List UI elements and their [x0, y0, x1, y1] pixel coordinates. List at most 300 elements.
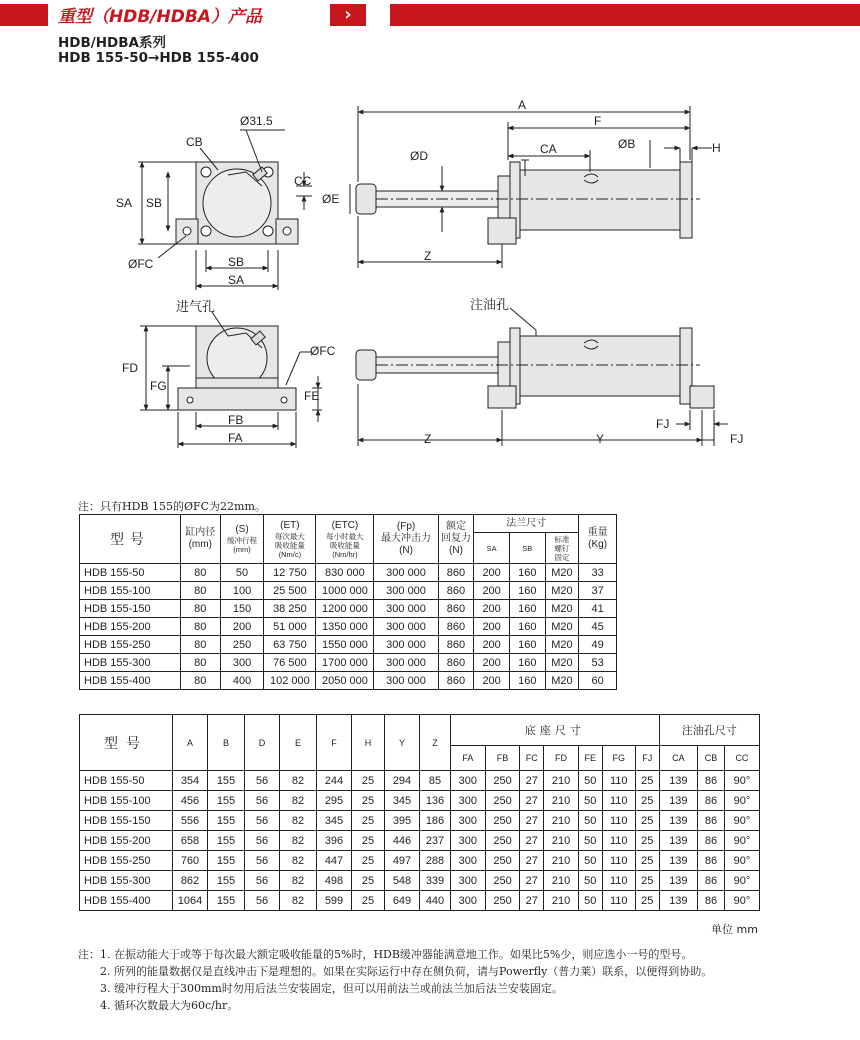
dim-ca: CA	[540, 142, 557, 156]
value-cell: 25 500	[264, 582, 316, 600]
dim-fb: FB	[228, 413, 244, 427]
value-cell: 150	[220, 600, 264, 618]
value-cell: 200	[474, 672, 510, 690]
value-cell: M20	[545, 600, 579, 618]
value-cell: 860	[438, 600, 474, 618]
table-row	[80, 891, 760, 911]
value-cell: 200	[474, 636, 510, 654]
t1-header-flange: 法兰尺寸	[474, 515, 579, 533]
value-cell: 354	[173, 771, 208, 791]
value-cell: 210	[544, 811, 579, 831]
model-cell: HDB 155-100	[80, 791, 173, 811]
dim-sa-vertical: SA	[116, 196, 133, 210]
table-row	[80, 582, 617, 600]
dim-phi-fc: ØFC	[128, 257, 154, 271]
value-cell: 86	[698, 891, 725, 911]
value-cell: 396	[317, 831, 352, 851]
value-cell: 400	[220, 672, 264, 690]
value-cell: 160	[509, 564, 545, 582]
value-cell: 25	[352, 811, 385, 831]
value-cell: 25	[635, 851, 659, 871]
oil-port-label: 注油孔	[470, 297, 510, 312]
value-cell: 160	[509, 672, 545, 690]
t1-header-fp: 最大冲击力 (N)	[381, 533, 432, 556]
value-cell: 80	[180, 582, 220, 600]
model-cell: HDB 155-150	[80, 600, 181, 618]
value-cell: 80	[180, 564, 220, 582]
value-cell: 250	[220, 636, 264, 654]
value-cell: 102 000	[264, 672, 316, 690]
value-cell: 110	[602, 771, 635, 791]
value-cell: 300 000	[374, 582, 438, 600]
model-cell: HDB 155-250	[80, 851, 173, 871]
dim-sb: SB	[228, 255, 245, 269]
value-cell: 210	[544, 771, 579, 791]
value-cell: 27	[520, 851, 544, 871]
t1-header-etc-code: (ETC)	[331, 519, 359, 531]
dim-h: H	[712, 141, 721, 155]
model-cell: HDB 155-150	[80, 811, 173, 831]
value-cell: 56	[245, 871, 280, 891]
value-cell: 160	[509, 636, 545, 654]
value-cell: 1550 000	[316, 636, 374, 654]
value-cell: 86	[698, 831, 725, 851]
value-cell: 760	[173, 851, 208, 871]
model-cell: HDB 155-100	[80, 582, 181, 600]
table-row	[80, 654, 617, 672]
value-cell: 25	[352, 891, 385, 911]
value-cell: 200	[474, 600, 510, 618]
value-cell: 86	[698, 871, 725, 891]
value-cell: 86	[698, 851, 725, 871]
value-cell: 155	[208, 791, 245, 811]
t1-header-sb: SB	[509, 533, 545, 564]
value-cell: 110	[602, 891, 635, 911]
value-cell: 300 000	[374, 564, 438, 582]
value-cell: 244	[317, 771, 352, 791]
dim-phi-d: ØD	[410, 149, 428, 163]
t2-header-model: 型号	[80, 715, 173, 771]
t2-header-e: E	[280, 715, 317, 771]
value-cell: 53	[579, 654, 617, 672]
value-cell: 860	[438, 564, 474, 582]
value-cell: 37	[579, 582, 617, 600]
value-cell: 25	[352, 851, 385, 871]
value-cell: 440	[420, 891, 451, 911]
footnote-3: 3. 缓冲行程大于300mm时勿用后法兰安装固定，但可以用前法兰或前法兰加后法兰安装固定。	[100, 982, 563, 995]
dim-sa: SA	[228, 273, 245, 287]
value-cell: 155	[208, 891, 245, 911]
model-cell: HDB 155-200	[80, 831, 173, 851]
value-cell: 658	[173, 831, 208, 851]
value-cell: 139	[659, 891, 697, 911]
value-cell: 210	[544, 791, 579, 811]
t2-header-fj: FJ	[635, 746, 659, 771]
value-cell: 860	[438, 672, 474, 690]
t2-header-fb: FB	[485, 746, 520, 771]
value-cell: 82	[280, 771, 317, 791]
t2-header-f: F	[317, 715, 352, 771]
value-cell: 110	[602, 791, 635, 811]
value-cell: 110	[602, 871, 635, 891]
footnote-2: 2. 所列的能量数据仅是直线冲击下是理想的。如果在实际运行中存在侧负荷，请与Powerfly（普力莱）联系，以便得到协助。	[100, 965, 713, 978]
t2-header-fe: FE	[578, 746, 602, 771]
table-row	[80, 672, 617, 690]
value-cell: 82	[280, 811, 317, 831]
value-cell: 300 000	[374, 672, 438, 690]
value-cell: 250	[485, 791, 520, 811]
model-range: HDB 155-50→HDB 155-400	[58, 50, 259, 66]
dim-phi-e: ØE	[322, 192, 340, 206]
value-cell: 300 000	[374, 600, 438, 618]
value-cell: 860	[438, 654, 474, 672]
dim-fe: FE	[304, 389, 320, 403]
model-cell: HDB 155-50	[80, 564, 181, 582]
table-row	[80, 618, 617, 636]
inlet-label: 进气孔	[176, 299, 216, 314]
value-cell: 86	[698, 791, 725, 811]
value-cell: 56	[245, 771, 280, 791]
value-cell: 830 000	[316, 564, 374, 582]
value-cell: 51 000	[264, 618, 316, 636]
dim-cc: CC	[294, 174, 312, 188]
value-cell: 50	[220, 564, 264, 582]
chevron-right-icon: ›	[330, 4, 366, 26]
value-cell: 25	[635, 771, 659, 791]
value-cell: 160	[509, 654, 545, 672]
value-cell: 25	[635, 871, 659, 891]
table-row	[80, 564, 617, 582]
dim-fd: FD	[122, 361, 138, 375]
dim-phi31-5: Ø31.5	[240, 114, 273, 128]
value-cell: 90°	[724, 811, 759, 831]
value-cell: 250	[485, 831, 520, 851]
table-row	[80, 771, 760, 791]
value-cell: 90°	[724, 871, 759, 891]
value-cell: 82	[280, 791, 317, 811]
value-cell: 155	[208, 811, 245, 831]
value-cell: 80	[180, 654, 220, 672]
model-cell: HDB 155-400	[80, 891, 173, 911]
value-cell: 200	[474, 582, 510, 600]
value-cell: 139	[659, 791, 697, 811]
value-cell: 345	[385, 791, 420, 811]
dim-cb: CB	[186, 135, 203, 149]
table-row	[80, 851, 760, 871]
dim-sb-vertical: SB	[146, 196, 163, 210]
dim-phi-fc-base: ØFC	[310, 344, 336, 358]
value-cell: 80	[180, 636, 220, 654]
table-row	[80, 871, 760, 891]
value-cell: 90°	[724, 851, 759, 871]
value-cell: 50	[578, 831, 602, 851]
value-cell: 90°	[724, 771, 759, 791]
value-cell: 649	[385, 891, 420, 911]
value-cell: 139	[659, 771, 697, 791]
value-cell: 1700 000	[316, 654, 374, 672]
value-cell: 25	[352, 791, 385, 811]
value-cell: 25	[352, 871, 385, 891]
value-cell: 200	[220, 618, 264, 636]
dim-fg: FG	[150, 379, 167, 393]
value-cell: 80	[180, 672, 220, 690]
value-cell: M20	[545, 654, 579, 672]
value-cell: 27	[520, 871, 544, 891]
unit-label: 单位 mm	[711, 923, 758, 936]
value-cell: 139	[659, 811, 697, 831]
model-cell: HDB 155-400	[80, 672, 181, 690]
dim-fj-right: FJ	[730, 432, 744, 446]
value-cell: 250	[485, 891, 520, 911]
t2-header-fg: FG	[602, 746, 635, 771]
table-row	[80, 791, 760, 811]
value-cell: M20	[545, 672, 579, 690]
value-cell: 498	[317, 871, 352, 891]
t2-header-a: A	[173, 715, 208, 771]
value-cell: 1000 000	[316, 582, 374, 600]
value-cell: 100	[220, 582, 264, 600]
table1-note: 注：只有HDB 155的ØFC为22mm。	[78, 500, 266, 513]
value-cell: 237	[420, 831, 451, 851]
value-cell: 60	[579, 672, 617, 690]
value-cell: 300	[451, 791, 486, 811]
t1-header-weight: 重量 (Kg)	[579, 515, 617, 564]
value-cell: 27	[520, 771, 544, 791]
t2-header-d: D	[245, 715, 280, 771]
table-row	[80, 811, 760, 831]
value-cell: 12 750	[264, 564, 316, 582]
value-cell: 63 750	[264, 636, 316, 654]
value-cell: 295	[317, 791, 352, 811]
t1-header-etc: 每小时最大 吸收能量 (Nm/hr)	[326, 531, 364, 559]
t1-header-et: 每次最大 吸收能量 (Nm/c)	[274, 531, 305, 559]
table-row	[80, 831, 760, 851]
value-cell: 860	[438, 582, 474, 600]
series-name: HDB/HDBA系列	[58, 35, 166, 51]
value-cell: 288	[420, 851, 451, 871]
t2-header-fa: FA	[451, 746, 486, 771]
value-cell: 300 000	[374, 636, 438, 654]
value-cell: 33	[579, 564, 617, 582]
table-row	[80, 636, 617, 654]
t1-header-stroke: 缓冲行程 (mm)	[227, 536, 258, 554]
value-cell: 210	[544, 851, 579, 871]
front-view-flange	[176, 162, 298, 244]
value-cell: 27	[520, 791, 544, 811]
value-cell: 45	[579, 618, 617, 636]
value-cell: 1064	[173, 891, 208, 911]
t2-header-fd: FD	[544, 746, 579, 771]
value-cell: M20	[545, 582, 579, 600]
value-cell: 90°	[724, 891, 759, 911]
value-cell: 446	[385, 831, 420, 851]
t1-header-fp-code: (Fp)	[396, 521, 416, 532]
value-cell: 25	[352, 831, 385, 851]
performance-table	[79, 514, 617, 690]
value-cell: 110	[602, 811, 635, 831]
value-cell: 25	[635, 831, 659, 851]
value-cell: 300	[451, 871, 486, 891]
value-cell: 25	[635, 811, 659, 831]
value-cell: 250	[485, 851, 520, 871]
t2-header-ca: CA	[659, 746, 697, 771]
value-cell: 136	[420, 791, 451, 811]
value-cell: 497	[385, 851, 420, 871]
value-cell: 139	[659, 871, 697, 891]
dim-f: F	[594, 114, 602, 128]
t1-header-sa: SA	[474, 533, 510, 564]
value-cell: 345	[317, 811, 352, 831]
value-cell: 50	[578, 891, 602, 911]
page-title: 重型（HDB/HDBA）产品	[58, 7, 262, 27]
value-cell: 339	[420, 871, 451, 891]
value-cell: 155	[208, 851, 245, 871]
base-side-view	[356, 328, 714, 408]
value-cell: 300 000	[374, 618, 438, 636]
value-cell: 56	[245, 891, 280, 911]
t2-header-fc: FC	[520, 746, 544, 771]
value-cell: 25	[635, 791, 659, 811]
side-view-body	[356, 160, 700, 244]
value-cell: 200	[474, 618, 510, 636]
model-cell: HDB 155-300	[80, 654, 181, 672]
t2-header-oil-port: 注油孔尺寸	[659, 715, 759, 746]
value-cell: 860	[438, 618, 474, 636]
value-cell: M20	[545, 618, 579, 636]
value-cell: 155	[208, 831, 245, 851]
value-cell: 200	[474, 654, 510, 672]
value-cell: 862	[173, 871, 208, 891]
value-cell: 300	[451, 811, 486, 831]
model-cell: HDB 155-50	[80, 771, 173, 791]
value-cell: 160	[509, 618, 545, 636]
t2-header-z: Z	[420, 715, 451, 771]
dim-phi-b: ØB	[618, 137, 636, 151]
value-cell: 82	[280, 851, 317, 871]
value-cell: 300	[451, 831, 486, 851]
value-cell: 160	[509, 600, 545, 618]
t1-header-bore: 缸内径 (mm)	[180, 515, 220, 564]
value-cell: 250	[485, 811, 520, 831]
value-cell: 250	[485, 771, 520, 791]
value-cell: 300	[451, 851, 486, 871]
value-cell: 82	[280, 871, 317, 891]
value-cell: 50	[578, 771, 602, 791]
t2-header-h: H	[352, 715, 385, 771]
value-cell: M20	[545, 564, 579, 582]
value-cell: 50	[578, 851, 602, 871]
value-cell: 300	[220, 654, 264, 672]
value-cell: 82	[280, 831, 317, 851]
dim-fa: FA	[228, 431, 243, 445]
dim-fj-left: FJ	[656, 417, 670, 431]
value-cell: 86	[698, 771, 725, 791]
value-cell: 49	[579, 636, 617, 654]
value-cell: 210	[544, 891, 579, 911]
value-cell: 86	[698, 811, 725, 831]
value-cell: 447	[317, 851, 352, 871]
model-cell: HDB 155-250	[80, 636, 181, 654]
dim-z-bottom: Z	[424, 432, 432, 446]
value-cell: 56	[245, 851, 280, 871]
table-row	[80, 600, 617, 618]
value-cell: 155	[208, 771, 245, 791]
value-cell: 76 500	[264, 654, 316, 672]
value-cell: 556	[173, 811, 208, 831]
value-cell: 110	[602, 831, 635, 851]
value-cell: M20	[545, 636, 579, 654]
value-cell: 80	[180, 600, 220, 618]
t1-header-et-code: (ET)	[280, 519, 300, 531]
value-cell: 25	[635, 891, 659, 911]
value-cell: 210	[544, 831, 579, 851]
footnotes	[78, 946, 712, 1014]
t1-header-return-force: 额定 回复力 (N)	[438, 515, 474, 564]
value-cell: 139	[659, 851, 697, 871]
t2-header-cc: CC	[724, 746, 759, 771]
value-cell: 300	[451, 771, 486, 791]
value-cell: 82	[280, 891, 317, 911]
t1-header-stroke-code: (S)	[235, 524, 249, 535]
value-cell: 56	[245, 791, 280, 811]
value-cell: 300	[451, 891, 486, 911]
value-cell: 186	[420, 811, 451, 831]
value-cell: 90°	[724, 791, 759, 811]
value-cell: 90°	[724, 831, 759, 851]
value-cell: 50	[578, 791, 602, 811]
dim-y: Y	[596, 432, 605, 446]
value-cell: 300 000	[374, 654, 438, 672]
value-cell: 27	[520, 891, 544, 911]
value-cell: 85	[420, 771, 451, 791]
value-cell: 56	[245, 831, 280, 851]
value-cell: 56	[245, 811, 280, 831]
footnote-4: 4. 循环次数最大为60c/hr。	[100, 999, 239, 1012]
value-cell: 548	[385, 871, 420, 891]
value-cell: 25	[352, 771, 385, 791]
t1-header-bolt: 标准 螺钉 固定	[545, 533, 579, 564]
value-cell: 155	[208, 871, 245, 891]
model-cell: HDB 155-200	[80, 618, 181, 636]
value-cell: 50	[578, 811, 602, 831]
value-cell: 41	[579, 600, 617, 618]
value-cell: 160	[509, 582, 545, 600]
value-cell: 1200 000	[316, 600, 374, 618]
value-cell: 395	[385, 811, 420, 831]
footnote-1: 注：1. 在振动能大于或等于每次最大额定吸收能量的5%时，HDB缓冲器能满意地工作。如果比5%少，则应选小一号的型号。	[78, 948, 693, 961]
value-cell: 38 250	[264, 600, 316, 618]
model-cell: HDB 155-300	[80, 871, 173, 891]
t2-header-b: B	[208, 715, 245, 771]
value-cell: 50	[578, 871, 602, 891]
value-cell: 80	[180, 618, 220, 636]
technical-drawings	[0, 0, 860, 470]
value-cell: 294	[385, 771, 420, 791]
dimensions-table	[79, 714, 760, 911]
value-cell: 456	[173, 791, 208, 811]
t2-header-base: 底座尺寸	[451, 715, 660, 746]
value-cell: 599	[317, 891, 352, 911]
value-cell: 139	[659, 831, 697, 851]
value-cell: 1350 000	[316, 618, 374, 636]
value-cell: 27	[520, 831, 544, 851]
t2-header-cb: CB	[698, 746, 725, 771]
value-cell: 210	[544, 871, 579, 891]
value-cell: 200	[474, 564, 510, 582]
t1-header-model: 型号	[80, 515, 181, 564]
value-cell: 250	[485, 871, 520, 891]
t2-header-y: Y	[385, 715, 420, 771]
